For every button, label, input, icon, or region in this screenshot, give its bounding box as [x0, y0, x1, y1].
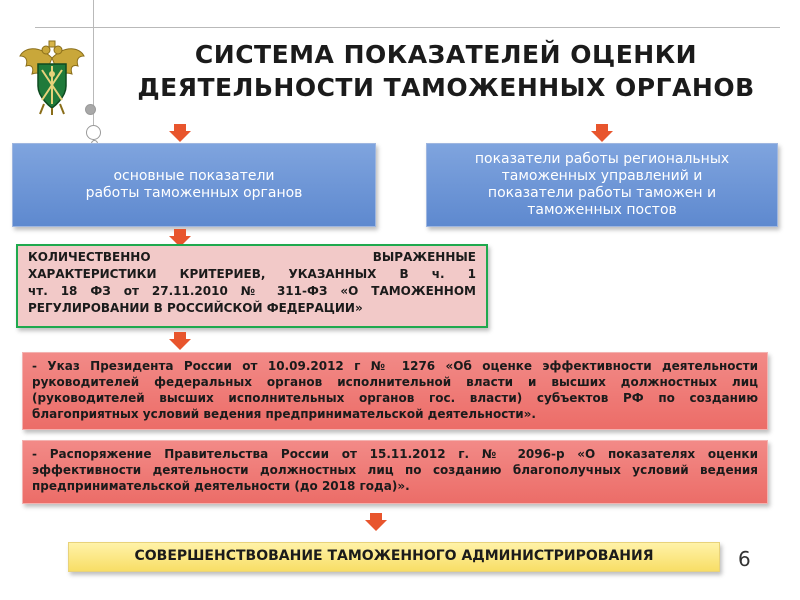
- decor-dot-filled: [85, 104, 96, 115]
- government-order-text: - Распоряжение Правительства России от 15.11.2012 г. № 2096-р «О показателях оценки эффективности деятельности должностных лиц по созданию благополучных условий ведения предпринимательской деятельности (до 2018 года)».: [32, 447, 758, 493]
- regional-indicators-line-4: таможенных постов: [527, 202, 677, 218]
- regional-indicators-box: [426, 143, 778, 227]
- customs-administration-text: СОВЕРШЕНСТВОВАНИЕ ТАМОЖЕННОГО АДМИНИСТРИРОВАНИЯ: [134, 548, 654, 564]
- arrow-down-icon: [591, 124, 613, 142]
- quantitative-line-1: КОЛИЧЕСТВЕННО ВЫРАЖЕННЫЕ: [28, 250, 476, 264]
- quantitative-characteristics-box: [16, 244, 488, 328]
- decor-dot: [86, 125, 101, 140]
- arrow-down-icon: [169, 124, 191, 142]
- customs-emblem-icon: [18, 38, 86, 116]
- quantitative-line-4: РЕГУЛИРОВАНИИ В РОССИЙСКОЙ ФЕДЕРАЦИИ»: [28, 301, 363, 315]
- arrow-down-icon: [169, 332, 191, 350]
- decor-horizontal-line: [35, 27, 780, 28]
- presidential-decree-text: - Указ Президента России от 10.09.2012 г № 1276 «Об оценке эффективности деятельности руководителей федеральных органов исполнительной власти и высших должностных лиц (руководителей высших исполнительных органов гос. власти) субъектов РФ по созданию благоприятных условий ведения предпринимательской деятельности».: [32, 359, 758, 421]
- regional-indicators-line-3: показатели работы таможен и: [487, 185, 717, 201]
- page-title: [96, 38, 796, 104]
- main-indicators-line-2: работы таможенных органов: [85, 185, 303, 201]
- page-number: 6: [738, 547, 751, 571]
- quantitative-line-2: ХАРАКТЕРИСТИКИ КРИТЕРИЕВ, УКАЗАННЫХ В ч. 1: [28, 267, 476, 281]
- regional-indicators-line-2: таможенных управлений и: [501, 168, 703, 184]
- main-indicators-line-1: основные показатели: [113, 168, 275, 184]
- regional-indicators-line-1: показатели работы региональных: [474, 151, 730, 167]
- government-order-box: [22, 440, 768, 504]
- main-indicators-box: [12, 143, 376, 227]
- quantitative-line-3: чт. 18 ФЗ от 27.11.2010 № 311-ФЗ «О ТАМОЖЕННОМ: [28, 284, 476, 298]
- page-title-line-2: ДЕЯТЕЛЬНОСТИ ТАМОЖЕННЫХ ОРГАНОВ: [137, 73, 755, 102]
- presidential-decree-box: [22, 352, 768, 430]
- page-title-line-1: СИСТЕМА ПОКАЗАТЕЛЕЙ ОЦЕНКИ: [194, 40, 698, 69]
- customs-administration-box: [68, 542, 720, 572]
- arrow-down-icon: [365, 513, 387, 531]
